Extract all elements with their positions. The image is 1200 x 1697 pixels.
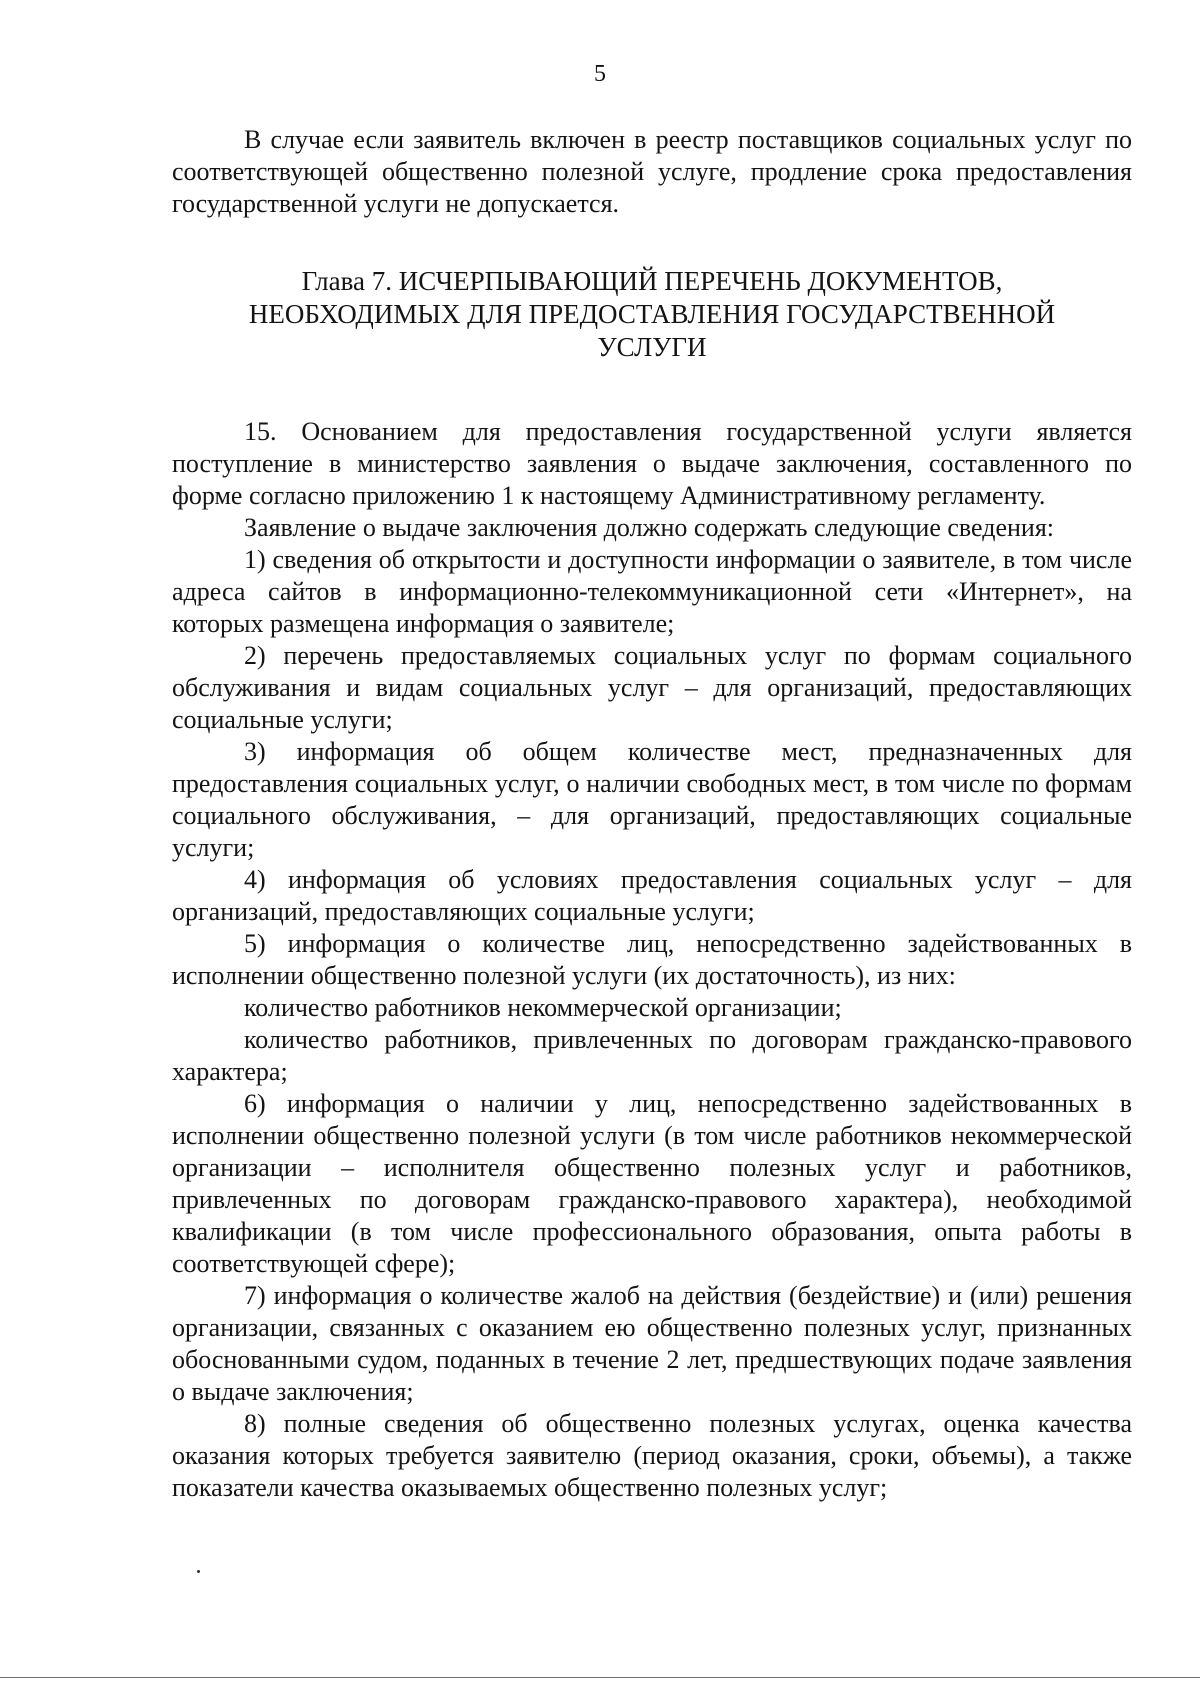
list-item-5-sub-2: количество работников, привлеченных по договорам гражданско-правового характера; <box>172 1025 1132 1086</box>
chapter-heading <box>172 265 1132 364</box>
bottom-scan-line <box>0 1677 1200 1678</box>
list-item-3: 3) информация об общем количестве мест, предназначенных для предоставления социальных услуг, о наличии свободных мест, в том числе по формам социального обслуживания, – для организаций, предоставляющих социальные услуги; <box>172 737 1132 862</box>
list-item-6: 6) информация о наличии у лиц, непосредственно задействованных в исполнении общественно полезной услуги (в том числе работников некоммерческой организации – исполнителя общественно полезных услуг и работников, привлеченных по договорам гражданско-правового характера), необходимой квалификации (в том числе профессионального образования, опыта работы в соответствующей сфере); <box>172 1089 1132 1278</box>
intro-paragraph: В случае если заявитель включен в реестр поставщиков социальных услуг по соответствующей общественно полезной услуге, продление срока предоставления государственной услуги не допускается. <box>172 125 1132 218</box>
list-item-2: 2) перечень предоставляемых социальных услуг по формам социального обслуживания и видам социальных услуг – для организаций, предоставляющих социальные услуги; <box>172 641 1132 734</box>
scan-speck <box>197 1570 200 1573</box>
chapter-heading-line-3: УСЛУГИ <box>597 332 707 362</box>
list-item-5-sub-1: количество работников некоммерческой организации; <box>244 993 842 1022</box>
chapter-heading-line-2: НЕОБХОДИМЫХ ДЛЯ ПРЕДОСТАВЛЕНИЯ ГОСУДАРСТВЕННОЙ <box>248 299 1056 329</box>
list-item-5: 5) информация о количестве лиц, непосредственно задействованных в исполнении общественно полезной услуги (их достаточность), из них: <box>172 929 1132 990</box>
paragraph-application-contents: Заявление о выдаче заключения должно содержать следующие сведения: <box>244 513 1055 542</box>
list-item-8: 8) полные сведения об общественно полезных услугах, оценка качества оказания которых требуется заявителю (период оказания, сроки, объемы), а также показатели качества оказываемых общественно полезных услуг; <box>172 1409 1132 1502</box>
list-item-1: 1) сведения об открытости и доступности информации о заявителе, в том числе адреса сайтов в информационно-телекоммуникационной сети «Интернет», на которых размещена информация о заявителе; <box>172 545 1132 638</box>
document-body <box>172 124 1132 1504</box>
chapter-heading-line-1: Глава 7. ИСЧЕРПЫВАЮЩИЙ ПЕРЕЧЕНЬ ДОКУМЕНТОВ, <box>301 266 1003 296</box>
list-item-7: 7) информация о количестве жалоб на действия (бездействие) и (или) решения организации, связанных с оказанием ею общественно полезных услуг, признанных обоснованными судом, поданных в течение 2 лет, предшествующих подаче заявления о выдаче заключения; <box>172 1281 1132 1406</box>
page-number: 5 <box>594 61 606 87</box>
list-item-4: 4) информация об условиях предоставления социальных услуг – для организаций, предоставляющих социальные услуги; <box>172 865 1132 926</box>
paragraph-15: 15. Основанием для предоставления государственной услуги является поступление в министерство заявления о выдаче заключения, составленного по форме согласно приложению 1 к настоящему Административному регламенту. <box>172 417 1132 510</box>
